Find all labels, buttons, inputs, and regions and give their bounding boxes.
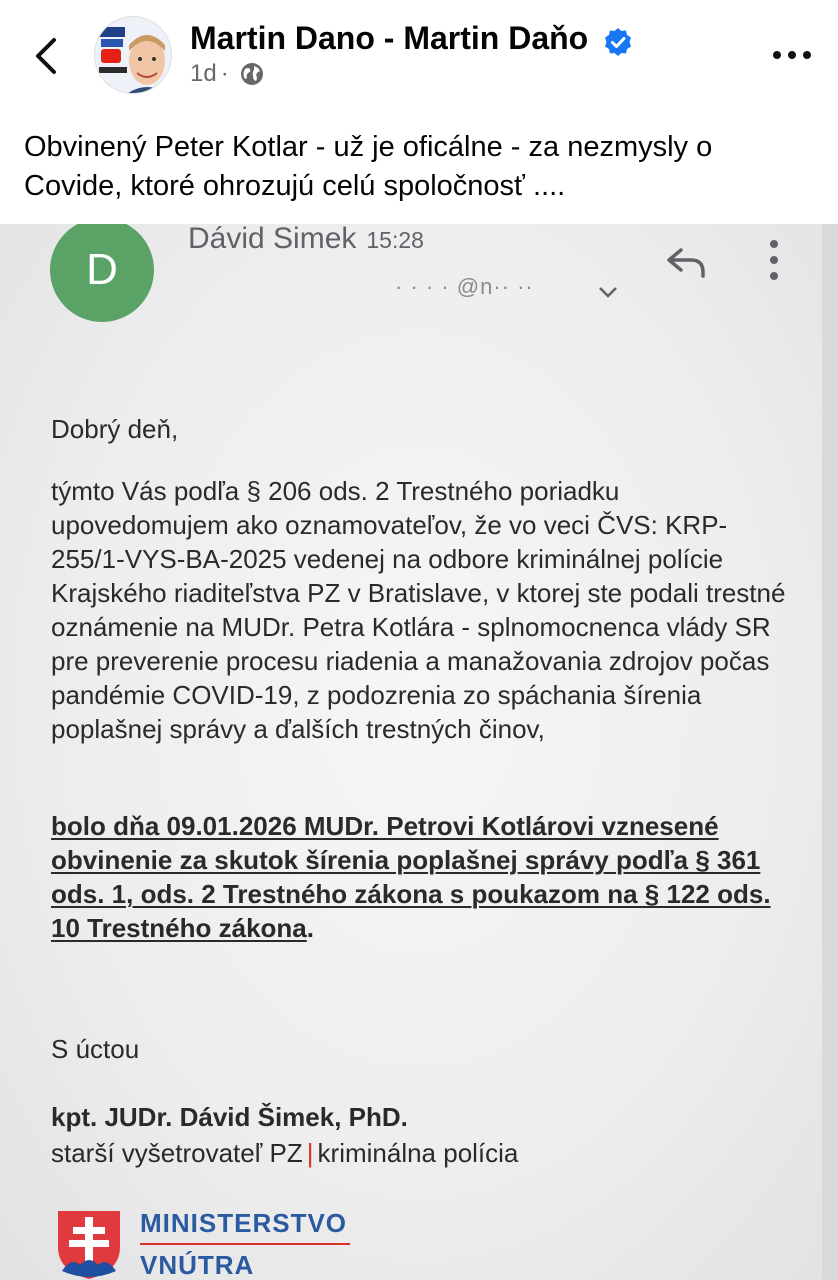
email-closing: S úctou [51,1034,140,1064]
author-avatar-image [95,17,172,94]
email-greeting: Dobrý deň, [51,414,179,444]
signature-separator: | [306,1138,314,1168]
ministry-logo-line1: MINISTERSTVO [140,1208,348,1238]
author-avatar[interactable] [94,16,172,94]
sender-line [188,224,424,256]
email-bold-end: . [306,913,314,943]
sender-name: Dávid Simek [188,224,357,255]
recipient-blurred: · · · · @n·· ·· [395,274,534,299]
signature-title [51,1136,791,1170]
more-options-icon[interactable] [770,42,814,68]
globe-icon [239,61,265,87]
post-time[interactable]: 1d [190,60,217,87]
signature-title-1: starší vyšetrovateľ PZ [51,1138,303,1168]
verified-badge-icon [603,27,633,57]
chevron-down-icon [596,284,620,300]
signature-name: kpt. JUDr. Dávid Šimek, PhD. [51,1102,408,1132]
sender-avatar: D [50,224,154,322]
kebab-menu-icon [764,238,784,282]
email-bold-statement [51,809,791,945]
email-body: týmto Vás podľa § 206 ods. 2 Trestného poriadku upovedomujem ako oznamovateľov, že vo veci ČVS: KRP-255/1-VYS-BA-2025 vedenej na odbore kriminálnej polície Krajského riaditeľstva PZ v Bratislave, v ktorej ste podali trestné oznámenie na MUDr. Petra Kotlára - splnomocnenca vlády SR pre preverenie procesu riadenia a manažovania zdrojov počas pandémie COVID-19, z podozrenia zo spáchania šírenia poplašnej správy a ďalších trestných činov, [51,476,786,744]
author-name[interactable]: Martin Dano - Martin Daňo [190,20,589,56]
email-bold-underlined: bolo dňa 09.01.2026 MUDr. Petrovi Kotlárovi vznesené obvinenie za skutok šírenia poplašnej správy podľa § 361 ods. 1, ods. 2 Trestného zákona s poukazom na § 122 ods. 10 Trestného zákona [51,811,771,943]
ministry-logo-divider [140,1243,350,1245]
post-header [0,0,838,112]
email-time: 15:28 [366,227,424,253]
post-meta [190,60,265,88]
attached-email-screenshot[interactable] [0,224,838,1280]
back-arrow-icon[interactable] [28,34,64,78]
screenshot-edge [822,224,838,1280]
ministry-logo-line2: VNÚTRA [140,1250,255,1280]
meta-separator: · [220,60,229,87]
post-caption: Obvinený Peter Kotlar - už je oficálne - za nezmysly o Covide, ktoré ohrozujú celú spoločnosť .... [24,131,713,202]
reply-icon [665,244,707,280]
slovak-coat-of-arms-icon [56,1209,122,1280]
signature-title-2: kriminálna polícia [317,1138,519,1168]
